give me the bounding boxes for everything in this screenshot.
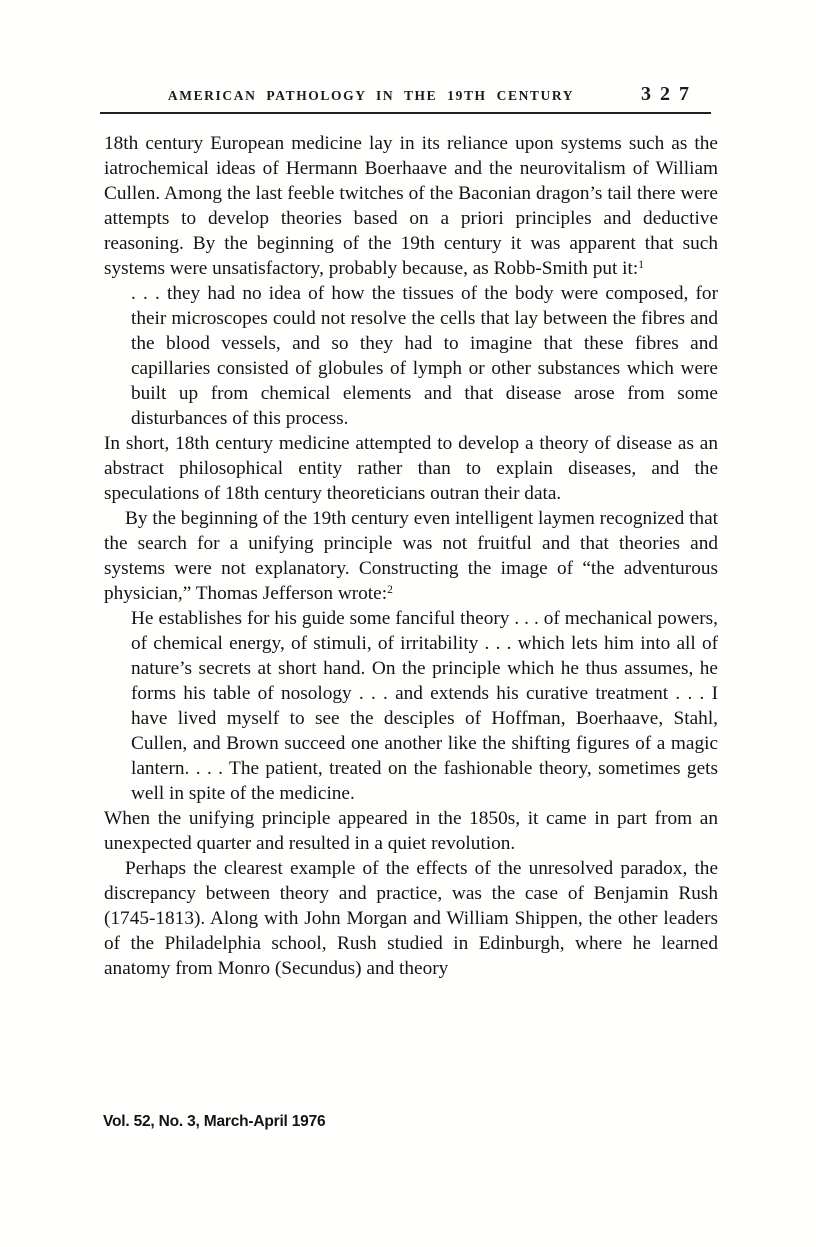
page-body	[104, 131, 718, 981]
paragraph-3-text: By the beginning of the 19th century even intelligent laymen recognized that the search for a unifying principle was not fruitful and that theories and systems were not explanatory. Constructing the image of “the adventurous physician,” Thomas Jefferson wrote:	[104, 508, 718, 604]
blockquote-jefferson: He establishes for his guide some fanciful theory . . . of mechanical powers, of chemical energy, of stimuli, of irritability . . . which lets him into all of nature’s secrets at short hand. On the principle which he thus assumes, he forms his table of nosology . . . and extends his curative treatment . . . I have lived myself to see the desciples of Hoffman, Boerhaave, Stahl, Cullen, and Brown succeed one another like the shifting figures of a magic lantern. . . . The patient, treated on the fashionable theory, sometimes gets well in spite of the medicine.	[131, 608, 718, 804]
paragraph-2: In short, 18th century medicine attempted to develop a theory of disease as an abstract philosophical entity rather than to explain diseases, and the speculations of 18th century theoreticians outran their data.	[104, 433, 718, 504]
footnote-ref-1: 1	[638, 259, 644, 271]
header-rule	[100, 112, 711, 114]
page-number: 327	[641, 83, 698, 105]
footnote-ref-2: 2	[387, 584, 393, 596]
paragraph-3	[104, 506, 718, 606]
paragraph-1-text: 18th century European medicine lay in its reliance upon systems such as the iatrochemical ideas of Hermann Boerhaave and the neurovitalism of William Cullen. Among the last feeble twitches of the Baconian dragon’s tail there were attempts to develop theories based on a priori principles and deductive reasoning. By the beginning of the 19th century it was apparent that such systems were unsatisfactory, probably because, as Robb-Smith put it:	[104, 133, 718, 279]
paragraph-5: Perhaps the clearest example of the effects of the unresolved paradox, the discrepancy between theory and practice, was the case of Benjamin Rush (1745-1813). Along with John Morgan and William Shippen, the other leaders of the Philadelphia school, Rush studied in Edinburgh, where he learned anatomy from Monro (Secundus) and theory	[104, 858, 718, 979]
blockquote-robb-smith: . . . they had no idea of how the tissues of the body were composed, for their microscopes could not resolve the cells that lay between the fibres and the blood vessels, and so they had to imagine that these fibres and capillaries consisted of globules of lymph or other substances which were built up from chemical elements and that disease arose from some disturbances of this process.	[131, 283, 718, 429]
page-header-title: AMERICAN PATHOLOGY IN THE 19TH CENTURY	[167, 88, 575, 103]
journal-footer: Vol. 52, No. 3, March-April 1976	[103, 1113, 326, 1130]
paragraph-4: When the unifying principle appeared in the 1850s, it came in part from an unexpected quarter and resulted in a quiet revolution.	[104, 808, 718, 854]
paragraph-1	[104, 131, 718, 281]
running-head	[100, 83, 712, 112]
